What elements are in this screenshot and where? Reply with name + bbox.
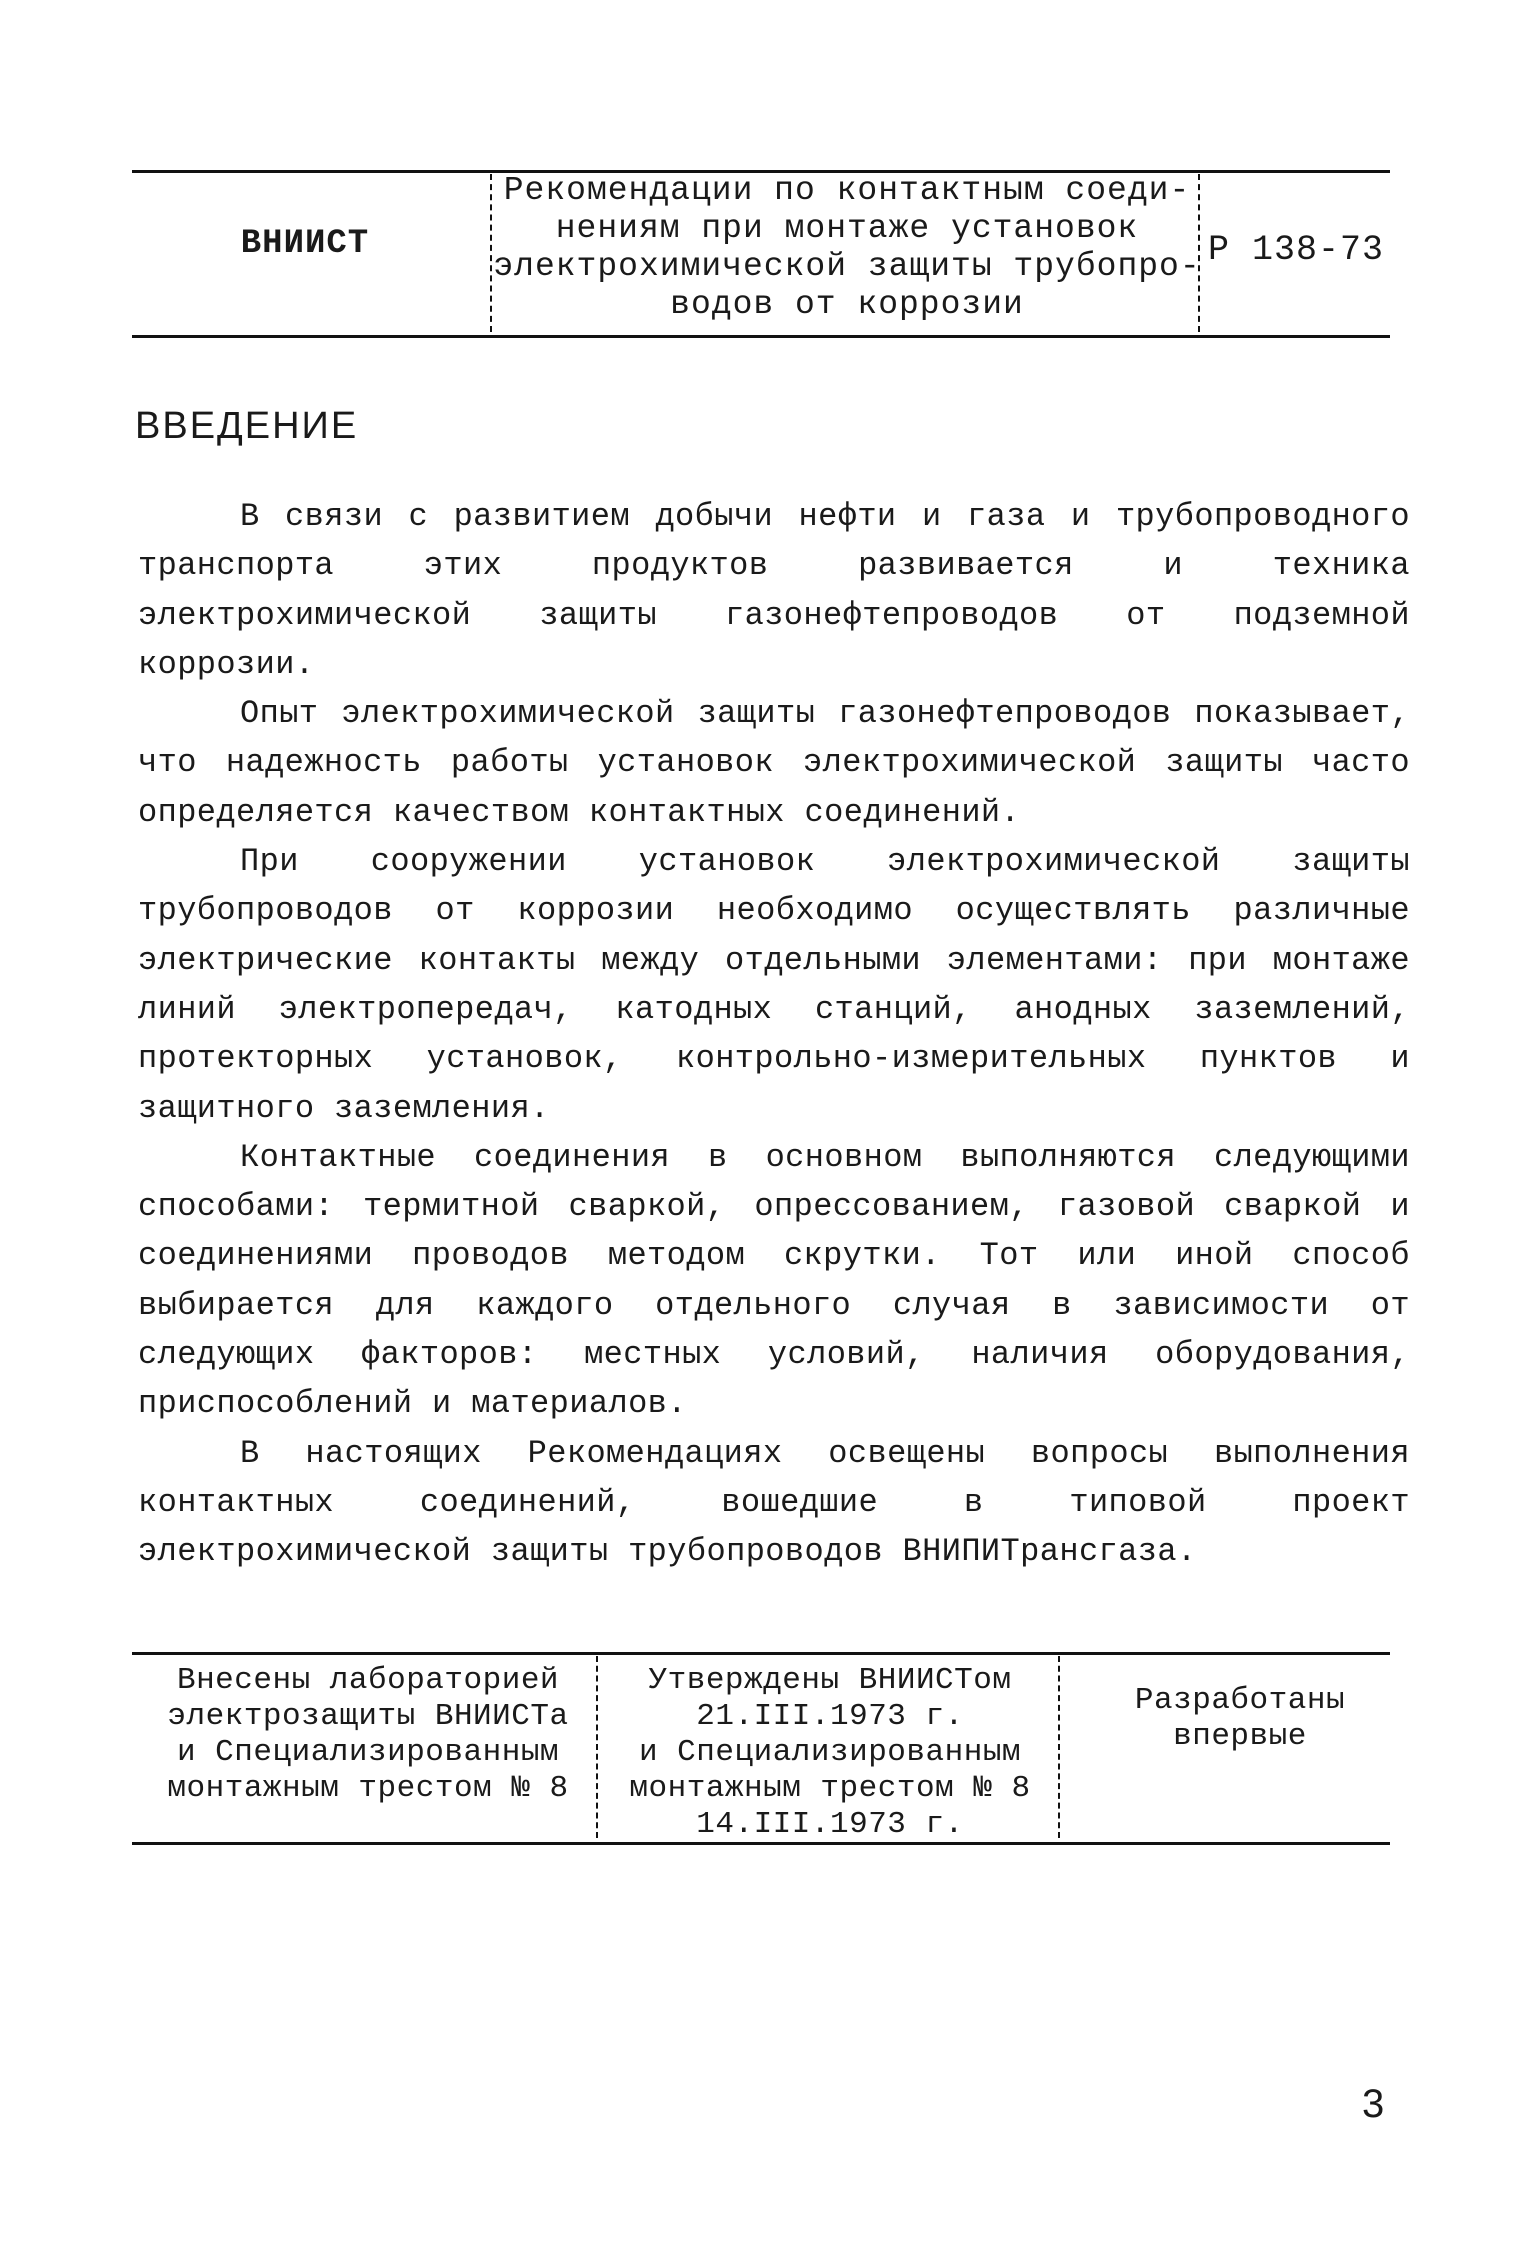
footer-line: Утверждены ВНИИСТом [648,1663,1012,1698]
footer-line: впервые [1173,1719,1307,1754]
header-title-line: нениям при монтаже установок [555,210,1139,247]
header-organization: ВНИИСТ [240,225,370,263]
footer-line: Внесены лабораторией [176,1663,560,1698]
footer-line: 21.III.1973 г. [696,1699,964,1734]
footer-top-rule [132,1652,1390,1655]
paragraph: В настоящих Рекомендациях освещены вопросы выполнения контактных соединений, вошедшие в типовой проект электрохимической защиты трубопроводов ВНИПИТрансгаза. [138,1434,1410,1571]
page-number: 3 [1362,2082,1385,2126]
paragraph: Опыт электрохимической защиты газонефтепроводов показывает, что надежность работы установок электрохимической защиты часто определяется качеством контактных соединений. [138,695,1410,831]
footer-line: Разработаны [1134,1683,1346,1718]
footer-line: 14.III.1973 г. [696,1807,964,1842]
footer-line: и Специализированным [638,1735,1022,1770]
footer-line: монтажным трестом № 8 [629,1771,1031,1806]
header-title-line: Рекомендации по контактным соеди- [503,172,1191,209]
footer-divider-left [596,1656,598,1838]
paragraph: Контактные соединения в основном выполняются следующими способами: термитной сваркой, опрессованием, газовой сваркой и соединениями проводов методом скрутки. Тот или иной способ выбирается для каждого отдельного случая в зависимости от следующих факторов: местных условий, наличия оборудования, приспособлений и материалов. [138,1138,1410,1423]
paragraph: При сооружении установок электрохимической защиты трубопроводов от коррозии необходимо осуществлять различные электрические контакты между отдельными элементами: при монтаже линий электропередач, катодных станций, анодных заземлений, протекторных установок, контрольно-измерительных пунктов и защитного заземления. [138,843,1410,1127]
body-text [138,492,1410,1577]
paragraph: В связи с развитием добычи нефти и газа и трубопроводного транспорта этих продуктов развивается и техника электрохимической защиты газонефтепроводов от подземной коррозии. [138,498,1410,683]
footer-approved-by [610,1663,1050,1843]
header-document-code: Р 138-73 [1208,230,1385,270]
footer-line: и Специализированным [176,1735,560,1770]
footer-submitted-by [148,1663,588,1807]
section-heading: ВВЕДЕНИЕ [135,405,359,447]
header-title [492,172,1202,324]
footer-line: электрозащиты ВНИИСТа [167,1699,569,1734]
header-title-line: электрохимической защиты трубопро- [493,248,1201,285]
footer-divider-right [1058,1656,1060,1838]
footer-line: монтажным трестом № 8 [167,1771,569,1806]
header-bottom-rule [132,335,1390,338]
footer-developed [1080,1683,1400,1755]
header-title-line: водов от коррозии [670,286,1024,323]
